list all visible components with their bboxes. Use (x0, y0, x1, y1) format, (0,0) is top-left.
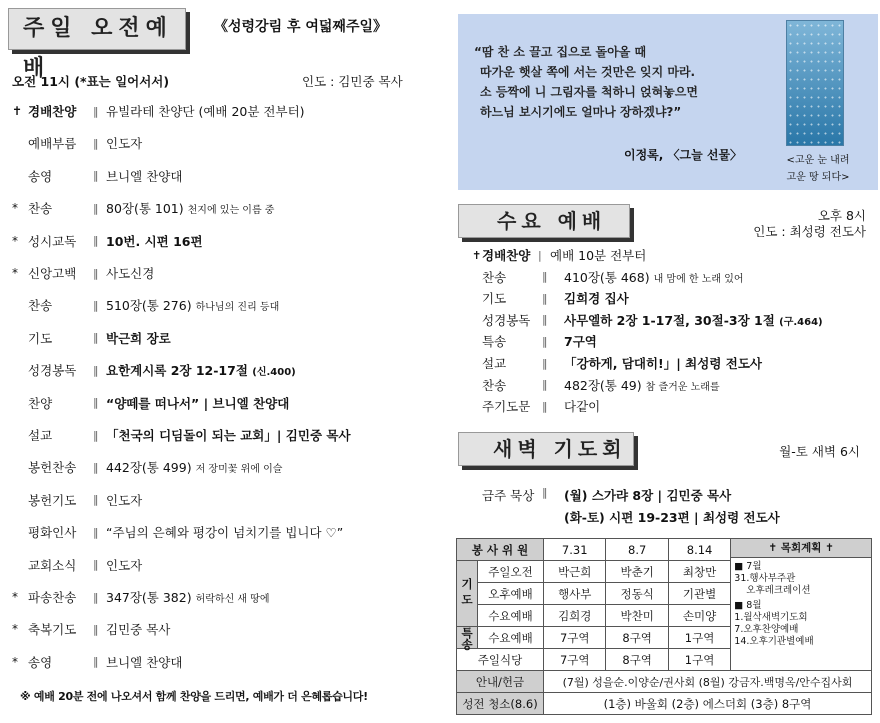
plan-item: 31.행사부주관 (734, 573, 796, 584)
dawn-line-2: (화-토) 시편 19-23편 | 최성령 전도사 (564, 510, 780, 525)
order-label: 성시교독 (28, 233, 77, 249)
plan-item: 오후레크레이션 (746, 585, 811, 596)
order-item (0, 128, 430, 158)
ministry-plan (731, 539, 872, 671)
order-value-text: 442장(통 499) (106, 460, 192, 476)
dawn-prayer-title: 새벽 기도회 (458, 432, 634, 466)
order-separator: ‖ (542, 334, 548, 348)
order-value-text: 브니엘 찬양대 (106, 168, 183, 184)
table-cell: 행사부 (544, 583, 606, 605)
order-value (106, 264, 154, 282)
ministry-plan-title: ✝ 목회계획 ✝ (731, 539, 871, 558)
order-label: 봉헌찬송 (28, 460, 77, 476)
order-value (106, 458, 282, 476)
order-label: 찬송 (28, 298, 53, 314)
table-cell: 손미양 (668, 605, 730, 627)
order-separator: ‖ (93, 136, 99, 150)
order-value (106, 523, 343, 541)
order-value (106, 491, 142, 509)
order-value (106, 588, 270, 606)
order-star: * (12, 654, 18, 669)
service-table (456, 538, 872, 715)
book-caption (780, 152, 856, 186)
quote-text (474, 42, 698, 122)
guide-label: 안내/헌금 (457, 671, 544, 693)
order-value (106, 653, 182, 671)
dawn-line-1: (월) 스가랴 8장 | 김민중 목사 (564, 488, 732, 503)
sunday-service-title: 주일 오전예배 (8, 8, 186, 50)
order-star: ✝ (472, 248, 482, 262)
table-cell: 7구역 (544, 649, 606, 671)
order-label: 경배찬양 (28, 104, 77, 119)
order-label: 설교 (482, 356, 507, 371)
order-value-text: 브니엘 찬양대 (106, 654, 183, 670)
order-value-text: 다같이 (564, 399, 601, 415)
order-value-note: 허락하신 새 땅에 (195, 594, 270, 605)
order-item (0, 550, 430, 580)
order-star: ✝ (12, 104, 23, 118)
order-label: 성경봉독 (482, 312, 531, 328)
order-value (564, 289, 629, 307)
order-separator: ‖ (542, 313, 548, 327)
order-label: 교회소식 (28, 557, 77, 573)
order-label: 찬양 (28, 395, 53, 411)
order-separator: ‖ (542, 356, 548, 370)
order-value-text: 인도자 (106, 557, 143, 573)
wednesday-service-title: 수요 예배 (458, 204, 630, 238)
row-label: 주일오전 (478, 561, 544, 583)
order-value-note: 천지에 있는 이름 중 (187, 205, 275, 217)
plan-month: ■ 7월 (734, 561, 762, 572)
order-star: * (12, 622, 18, 637)
table-cell: 정동식 (606, 583, 668, 605)
order-item (0, 290, 430, 320)
order-separator: ‖ (93, 622, 99, 636)
order-value-text: 410장(통 468) (564, 269, 650, 285)
order-value-text: 사무엘하 2장 1-17절, 30절-3장 1절 (564, 312, 775, 328)
order-item (0, 582, 430, 612)
order-value (106, 232, 203, 250)
table-cell: 8구역 (606, 627, 668, 649)
order-item (0, 355, 430, 385)
order-value-text: 인도자 (106, 492, 143, 508)
table-cell: 1구역 (668, 627, 730, 649)
quote-box (458, 14, 878, 190)
order-value-note: 저 장미꽃 위에 이슬 (195, 464, 283, 476)
order-value (106, 199, 274, 217)
order-item (0, 388, 430, 418)
order-value-text: 510장(통 276) (106, 298, 192, 314)
order-value-text: 482장(통 49) (564, 377, 642, 393)
dawn-label: 금주 묵상 (482, 488, 535, 503)
order-value (106, 394, 289, 412)
order-value-note: 하나님의 진리 등대 (195, 302, 280, 314)
order-separator: ‖ (93, 363, 99, 377)
order-item (0, 258, 430, 288)
order-item (0, 96, 430, 126)
book-cover-image (786, 20, 844, 146)
order-value-text: 347장(통 382) (106, 590, 192, 605)
wednesday-order-item (452, 244, 880, 266)
quote-line: 따가운 햇살 쪽에 서는 것만은 잊지 마라. (480, 65, 696, 79)
order-value-text: “주님의 은혜와 평강이 넘치기를 빕니다 ♡” (106, 525, 344, 541)
plan-month: ■ 8월 (734, 600, 762, 611)
sunday-service-section (0, 0, 430, 723)
order-separator: ‖ (542, 399, 548, 413)
quote-source: 이정록, 〈그늘 선물〉 (624, 148, 743, 162)
order-separator: ‖ (93, 396, 99, 410)
order-value-text: 10번. 시편 16편 (106, 233, 203, 249)
order-item (0, 517, 430, 547)
row-label: 수요예배 (478, 627, 544, 649)
order-label: 기도 (482, 291, 507, 307)
wednesday-order-item (452, 374, 880, 396)
table-cell: 1구역 (668, 649, 730, 671)
order-label: 평화인사 (28, 525, 77, 541)
row-label: 수요예배 (478, 605, 544, 627)
plan-item: 14.오후기관별예배 (734, 636, 814, 647)
quote-line: “땀 찬 소 끌고 집으로 돌아올 때 (474, 45, 647, 59)
order-label: 기도 (28, 330, 53, 346)
order-separator: | (538, 248, 542, 262)
cleaning-label: 성전 청소(8.6) (457, 693, 544, 715)
wednesday-order-item (452, 287, 880, 309)
order-item (0, 647, 430, 677)
sunday-subtitle: 《성령강림 후 여덟째주일》 (214, 19, 387, 35)
order-value (106, 361, 296, 379)
order-value (106, 134, 142, 152)
order-value-text: 인도자 (106, 136, 143, 152)
date-cell: 8.14 (668, 539, 730, 561)
order-label: 축복기도 (28, 622, 77, 638)
order-separator: ‖ (93, 201, 99, 215)
order-label: 송영 (28, 168, 53, 184)
offering-group-cell: 특송 (457, 627, 478, 649)
order-value (564, 268, 744, 286)
wednesday-order-item (452, 352, 880, 374)
table-cell: 기관별 (668, 583, 730, 605)
order-item (0, 323, 430, 353)
dawn-time: 월-토 새벽 6시 (779, 444, 860, 459)
order-separator: ‖ (93, 234, 99, 248)
cleaning-value: (1층) 바울회 (2층) 에스더회 (3층) 8구역 (544, 693, 872, 715)
guide-value: (7월) 성을순.이양순/권사회 (8월) 강금자.백명옥/안수집사회 (544, 671, 872, 693)
order-value-text: 유빌라테 찬양단 (예배 20분 전부터) (106, 104, 305, 119)
order-value-note: (신.400) (252, 367, 296, 379)
order-item (0, 452, 430, 482)
row-label: 주일식당 (457, 649, 544, 671)
order-star: * (12, 266, 18, 280)
order-value-text: 80장(통 101) (106, 201, 184, 217)
table-cell: 8구역 (606, 649, 668, 671)
plan-item: 1.월삭새벽기도회 (734, 612, 808, 623)
order-value-note: 내 맘에 한 노래 있어 (653, 273, 744, 285)
order-item (0, 193, 430, 223)
order-value-text: 7구역 (564, 334, 597, 350)
order-value-text: 「천국의 디딤돌이 되는 교회」| 김민중 목사 (106, 428, 351, 443)
order-separator: ‖ (93, 525, 99, 539)
order-item (0, 161, 430, 191)
order-value-note: 참 즐거운 노래를 (645, 381, 720, 393)
order-separator: ‖ (93, 104, 99, 118)
order-separator: ‖ (93, 331, 99, 345)
wednesday-leader: 인도 : 최성령 전도사 (753, 224, 866, 239)
order-separator: ‖ (93, 266, 99, 280)
book-caption-line: 고운 땅 되다> (786, 172, 850, 183)
order-separator: ‖ (93, 655, 99, 669)
book-caption-line: <고운 눈 내려 (786, 155, 850, 166)
table-cell: 박근희 (544, 561, 606, 583)
table-cell: 7구역 (544, 627, 606, 649)
order-separator: ‖ (542, 378, 548, 392)
order-separator: ‖ (93, 298, 99, 312)
order-label: 주기도문 (482, 399, 531, 415)
table-cell: 박찬미 (606, 605, 668, 627)
order-separator: ‖ (93, 558, 99, 572)
order-label: 찬송 (482, 377, 507, 393)
order-value (550, 246, 646, 264)
quote-line: 하느님 보시기에도 얼마나 장하겠냐?” (480, 105, 682, 119)
sunday-note: ※ 예배 20분 전에 나오셔서 함께 찬양을 드리면, 예배가 더 은혜롭습니다! (20, 690, 368, 703)
order-value (564, 397, 600, 415)
order-value-text: “양떼를 떠나서” | 브니엘 찬양대 (106, 395, 290, 411)
order-star: * (12, 201, 18, 216)
order-label: 찬송 (482, 269, 507, 285)
order-label: 신앙고백 (28, 266, 77, 281)
order-value-text: 사도신경 (106, 266, 155, 281)
order-label: 경배찬양 (482, 248, 531, 263)
order-value (106, 167, 182, 185)
wednesday-order-item (452, 309, 880, 331)
order-label: 찬송 (28, 201, 53, 217)
order-label: 예배부름 (28, 136, 77, 152)
order-item (0, 420, 430, 450)
dawn-separator: ‖ (542, 486, 548, 499)
order-value (564, 332, 597, 350)
order-value-note: (구.464) (779, 316, 823, 328)
order-value (106, 102, 305, 120)
order-value-text: 김희경 집사 (564, 291, 629, 307)
order-value (106, 620, 170, 638)
order-star: * (12, 233, 18, 248)
order-separator: ‖ (93, 428, 99, 442)
table-cell: 박춘기 (606, 561, 668, 583)
order-separator: ‖ (93, 460, 99, 474)
order-separator: ‖ (93, 169, 99, 183)
date-cell: 7.31 (544, 539, 606, 561)
order-value-text: 예배 10분 전부터 (550, 248, 647, 263)
order-value-text: 박근희 장로 (106, 330, 171, 346)
date-cell: 8.7 (606, 539, 668, 561)
order-value (106, 296, 279, 314)
order-star: * (12, 590, 18, 604)
table-cell: 김희경 (544, 605, 606, 627)
sunday-time: 오전 11시 (*표는 일어서서) (12, 74, 170, 89)
order-value (106, 556, 142, 574)
order-separator: ‖ (93, 590, 99, 604)
order-value (106, 329, 171, 347)
order-value (564, 311, 823, 329)
quote-line: 소 등짝에 니 그림자를 척하니 얹혀놓으면 (480, 85, 698, 99)
row-label: 오후예배 (478, 583, 544, 605)
order-label: 파송찬송 (28, 590, 77, 605)
sunday-leader: 인도 : 김민중 목사 (302, 74, 403, 89)
order-item (0, 485, 430, 515)
plan-item: 7.오후찬양예배 (734, 624, 799, 635)
order-label: 성경봉독 (28, 363, 77, 379)
order-value (106, 426, 351, 444)
prayer-group-cell: 기도 (457, 561, 478, 627)
order-separator: ‖ (542, 291, 548, 305)
wednesday-order-item (452, 395, 880, 417)
wednesday-order-item (452, 266, 880, 288)
order-label: 특송 (482, 334, 507, 350)
order-value-text: 「강하게, 담대히!」| 최성령 전도사 (564, 356, 762, 371)
order-separator: ‖ (93, 493, 99, 507)
order-value-text: 요한계시록 2장 12-17절 (106, 363, 248, 379)
wednesday-time: 오후 8시 (817, 208, 866, 223)
order-label: 봉헌기도 (28, 492, 77, 508)
order-value (564, 376, 720, 394)
order-separator: ‖ (542, 270, 548, 284)
table-cell: 최창만 (668, 561, 730, 583)
order-item (0, 614, 430, 644)
order-value (564, 354, 762, 372)
order-label: 송영 (28, 654, 53, 670)
service-table-header: 봉 사 위 원 (457, 539, 544, 561)
right-column (452, 0, 880, 723)
order-item (0, 226, 430, 256)
order-value-text: 김민중 목사 (106, 622, 171, 638)
order-label: 설교 (28, 428, 53, 443)
wednesday-order-item (452, 330, 880, 352)
